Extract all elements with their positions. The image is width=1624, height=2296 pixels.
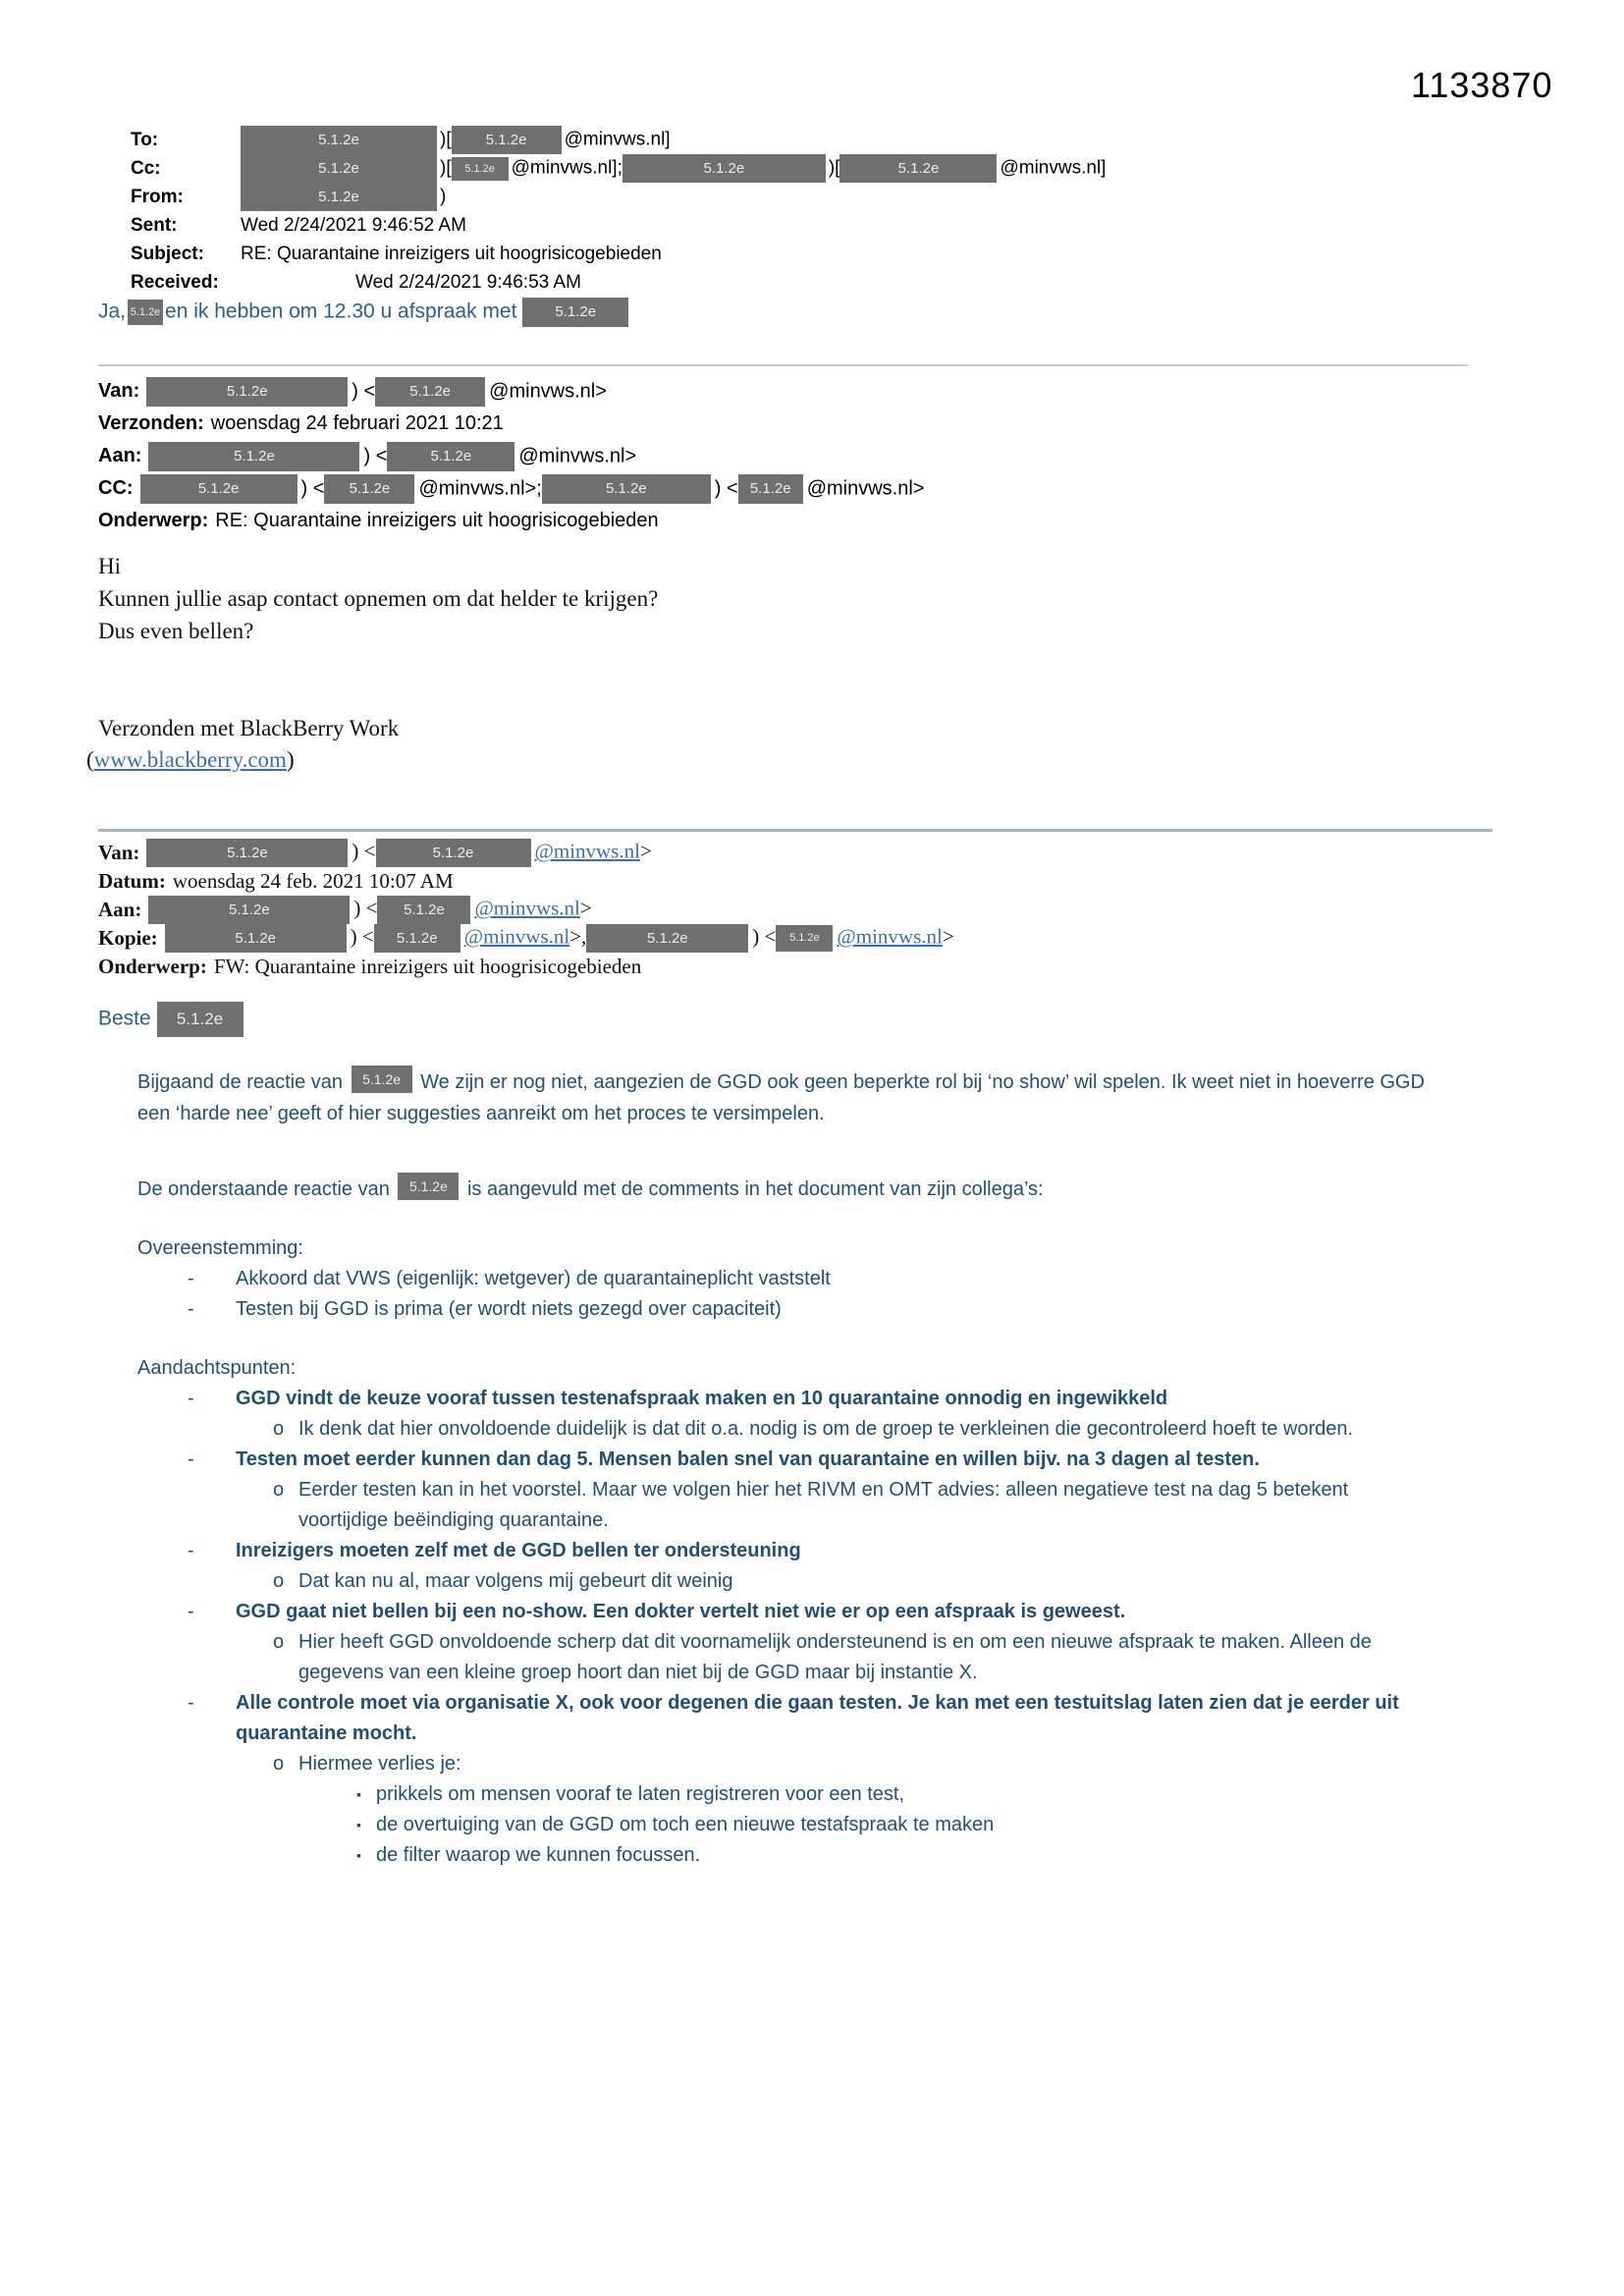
message-body bbox=[137, 1066, 1434, 1871]
header-row bbox=[131, 268, 1106, 297]
redaction-box: 5.1.2e bbox=[623, 154, 826, 183]
text-run: )[ bbox=[828, 157, 840, 179]
text-run: We zijn er nog niet, aangezien de GGD ook geen beperkte rol bij ‘no show’ wil spelen. Ik weet niet in hoeverre GGD een ‘harde nee’ geeft of hier suggesties aanreikt om het proces te versimpelen. bbox=[137, 1071, 1425, 1124]
header-row bbox=[131, 126, 1106, 154]
text-run: ) bbox=[440, 186, 447, 207]
redaction-box: 5.1.2e bbox=[452, 126, 562, 154]
bullet-marker: - bbox=[188, 1388, 194, 1409]
text-run: RE: Quarantaine inreizigers uit hoogrisicogebieden bbox=[241, 243, 662, 264]
signature-line: Verzonden met BlackBerry Work bbox=[98, 716, 400, 740]
list-item-text: Hiermee verlies je: bbox=[298, 1753, 461, 1775]
header-row bbox=[131, 240, 1106, 268]
message-line: Kunnen jullie asap contact opnemen om dat helder te krijgen? bbox=[98, 586, 659, 611]
redaction-box: 5.1.2e bbox=[387, 442, 514, 471]
bullet-marker: - bbox=[188, 1601, 194, 1622]
field-value bbox=[241, 183, 446, 211]
list-item-text: Ik denk dat hier onvoldoende duidelijk is dat dit o.a. nodig is om de groep te verkleinen die gecontroleerd hoeft te worden. bbox=[298, 1418, 1354, 1440]
quoted-message-body bbox=[86, 550, 659, 776]
redaction-box: 5.1.2e bbox=[241, 154, 437, 183]
quoted-header-block-1 bbox=[98, 375, 924, 537]
field-value bbox=[241, 126, 671, 154]
header-row bbox=[98, 924, 954, 953]
text-run: ) < bbox=[350, 924, 374, 949]
field-label: Aan: bbox=[98, 898, 142, 921]
text-run: )[ bbox=[440, 129, 452, 150]
text-run: De onderstaande reactie van bbox=[137, 1178, 396, 1200]
field-label: Sent: bbox=[131, 214, 178, 236]
field-label: Received: bbox=[131, 271, 219, 293]
list-item-text: Alle controle moet via organisatie X, ook voor degenen die gaan testen. Je kan met een testuitslag laten zien dat je eerder uit quarantaine mocht. bbox=[236, 1692, 1399, 1744]
field-value bbox=[214, 955, 641, 979]
redaction-box: 5.1.2e bbox=[128, 300, 163, 325]
header-row bbox=[131, 211, 1106, 240]
redaction-box: 5.1.2e bbox=[776, 925, 833, 952]
redaction-box: 5.1.2e bbox=[586, 924, 748, 953]
field-value bbox=[165, 924, 954, 953]
text-run: Ja, bbox=[98, 300, 127, 323]
list-item bbox=[356, 1779, 1434, 1810]
field-value bbox=[146, 839, 651, 867]
field-value bbox=[146, 377, 607, 407]
text-run: ) < bbox=[363, 444, 388, 466]
text-run: Bijgaand de reactie van bbox=[137, 1071, 349, 1093]
bullet-marker: - bbox=[188, 1692, 194, 1714]
field-label: CC: bbox=[98, 477, 134, 499]
field-label: Cc: bbox=[131, 157, 161, 179]
redaction-box: 5.1.2e bbox=[398, 1173, 459, 1200]
list-item-text: Testen bij GGD is prima (er wordt niets gezegd over capaciteit) bbox=[236, 1298, 782, 1320]
body-paragraph bbox=[137, 1173, 1434, 1205]
email-address-link[interactable]: @minvws.nl bbox=[474, 896, 580, 920]
separator-line bbox=[98, 364, 1468, 366]
header-row bbox=[98, 440, 924, 472]
list-item-text: Inreizigers moeten zelf met de GGD bellen ter ondersteuning bbox=[236, 1540, 801, 1561]
list-item bbox=[273, 1414, 1434, 1445]
message-line: Hi bbox=[98, 554, 121, 578]
field-value bbox=[241, 272, 581, 294]
field-label: Subject: bbox=[131, 243, 204, 264]
text-run: @minvws.nl] bbox=[1000, 157, 1107, 179]
redaction-box: 5.1.2e bbox=[452, 157, 509, 181]
text-run: ) < bbox=[352, 379, 376, 402]
redaction-box: 5.1.2e bbox=[375, 377, 485, 407]
bullet-marker: o bbox=[273, 1570, 285, 1592]
list-item-text: GGD vindt de keuze vooraf tussen testenafspraak maken en 10 quarantaine onnodig en ingewikkeld bbox=[236, 1388, 1168, 1409]
redaction-box: 5.1.2e bbox=[839, 154, 997, 183]
list-item bbox=[356, 1810, 1434, 1840]
redaction-box: 5.1.2e bbox=[148, 896, 350, 924]
list-item-text: Testen moet eerder kunnen dan dag 5. Mensen balen snel van quarantaine en willen bijv. na 3 dagen al testen. bbox=[236, 1449, 1260, 1470]
text-run: Wed 2/24/2021 9:46:53 AM bbox=[355, 271, 581, 293]
list-item bbox=[188, 1384, 1434, 1414]
redaction-box: 5.1.2e bbox=[374, 924, 460, 953]
text-run: ) < bbox=[300, 476, 325, 499]
field-label: Van: bbox=[98, 841, 140, 864]
redaction-box: 5.1.2e bbox=[146, 839, 348, 867]
bullet-marker: o bbox=[273, 1418, 285, 1440]
bullet-marker: o bbox=[273, 1753, 285, 1775]
header-row bbox=[98, 408, 924, 440]
list-item-text: de overtuiging van de GGD om toch een nieuwe testafspraak te maken bbox=[376, 1814, 995, 1835]
separator-line-blue bbox=[98, 829, 1492, 832]
body-paragraph bbox=[137, 1066, 1434, 1129]
text-run: woensdag 24 februari 2021 10:21 bbox=[210, 412, 504, 434]
text-run: ) < bbox=[714, 476, 738, 499]
text-run: @minvws.nl> bbox=[518, 444, 637, 466]
field-value bbox=[241, 154, 1106, 183]
bullet-marker: - bbox=[188, 1298, 194, 1320]
text-run: @minvws.nl> bbox=[489, 379, 607, 402]
redaction-box: 5.1.2e bbox=[241, 126, 437, 154]
email-header-block bbox=[131, 126, 1106, 297]
reply-note-line bbox=[98, 298, 632, 327]
section-heading: Overeenstemming: bbox=[137, 1237, 303, 1259]
document-id-number: 1133870 bbox=[1411, 65, 1553, 105]
redaction-box: 5.1.2e bbox=[146, 377, 348, 407]
list-item bbox=[188, 1536, 1434, 1566]
field-label: Kopie: bbox=[98, 926, 158, 950]
header-row bbox=[98, 953, 954, 981]
list-item-text: prikkels om mensen vooraf te laten registreren voor een test, bbox=[376, 1783, 905, 1805]
list-item bbox=[273, 1566, 1434, 1597]
text-run: en ik hebben om 12.30 u afspraak met bbox=[165, 300, 523, 323]
field-label: Datum: bbox=[98, 869, 166, 893]
header-row bbox=[98, 896, 954, 924]
field-value bbox=[215, 510, 658, 532]
redaction-box: 5.1.2e bbox=[377, 896, 470, 924]
header-row bbox=[98, 472, 924, 505]
bullet-marker: - bbox=[188, 1268, 194, 1289]
list-item bbox=[188, 1294, 1434, 1325]
text-run: FW: Quarantaine inreizigers uit hoogrisicogebieden bbox=[213, 955, 642, 978]
list-item bbox=[188, 1264, 1434, 1294]
field-label: To: bbox=[131, 129, 159, 150]
redaction-box: 5.1.2e bbox=[324, 474, 414, 504]
list-item bbox=[356, 1840, 1434, 1871]
signature-link-line bbox=[86, 744, 658, 776]
bullet-marker: - bbox=[188, 1449, 194, 1470]
bullet-marker: - bbox=[188, 1540, 194, 1561]
list-item-text: Hier heeft GGD onvoldoende scherp dat dit voornamelijk ondersteunend is en om een nieuwe afspraak te maken. Alleen de gegevens van een kleine groep hoort dan niet bij de GGD maar bij instantie X. bbox=[298, 1631, 1372, 1683]
text-run: @minvws.nl] bbox=[564, 129, 671, 150]
blackberry-link[interactable]: www.blackberry.com bbox=[93, 747, 287, 772]
text-run: >, bbox=[569, 924, 587, 949]
field-value bbox=[241, 215, 466, 237]
text-run: > bbox=[579, 896, 592, 920]
header-row bbox=[98, 867, 954, 896]
header-row bbox=[131, 183, 1106, 211]
field-label: Onderwerp: bbox=[98, 955, 207, 978]
list-item bbox=[273, 1627, 1434, 1688]
email-address-link[interactable]: @minvws.nl bbox=[463, 924, 570, 949]
redaction-box: 5.1.2e bbox=[148, 442, 359, 471]
text-run: ) bbox=[286, 747, 295, 772]
field-value bbox=[211, 412, 504, 435]
salutation-line bbox=[98, 1002, 247, 1037]
redaction-box: 5.1.2e bbox=[165, 924, 347, 953]
redaction-box: 5.1.2e bbox=[376, 839, 531, 867]
quoted-header-block-2 bbox=[98, 839, 954, 981]
section-heading: Aandachtspunten: bbox=[137, 1357, 297, 1379]
text-run: ) < bbox=[752, 924, 777, 949]
list-item bbox=[188, 1688, 1434, 1749]
body-section bbox=[137, 1233, 1434, 1325]
list-item bbox=[273, 1475, 1434, 1536]
list-item bbox=[273, 1749, 1434, 1779]
list-item bbox=[188, 1445, 1434, 1475]
bullet-marker: ▪ bbox=[356, 1817, 361, 1832]
field-label: From: bbox=[131, 186, 184, 207]
email-address-link[interactable]: @minvws.nl bbox=[534, 839, 640, 863]
redaction-box: 5.1.2e bbox=[522, 298, 628, 327]
list-item-text: Eerder testen kan in het voorstel. Maar we volgen hier het RIVM en OMT advies: alleen negatieve test na dag 5 betekent voortijdige beëindiging quarantaine. bbox=[298, 1479, 1349, 1531]
spacer bbox=[241, 282, 355, 283]
list-item bbox=[188, 1597, 1434, 1627]
header-row bbox=[131, 154, 1106, 183]
list-item-text: Akkoord dat VWS (eigenlijk: wetgever) de quarantaineplicht vaststelt bbox=[236, 1268, 831, 1289]
text-run: ( bbox=[86, 747, 94, 772]
field-value bbox=[241, 244, 662, 265]
list-item-text: Dat kan nu al, maar volgens mij gebeurt dit weinig bbox=[298, 1570, 733, 1592]
field-value bbox=[173, 869, 454, 894]
redaction-box: 5.1.2e bbox=[352, 1066, 412, 1093]
header-row bbox=[98, 839, 954, 867]
message-line: Dus even bellen? bbox=[98, 619, 254, 643]
text-run: RE: Quarantaine inreizigers uit hoogrisicogebieden bbox=[215, 510, 659, 531]
redaction-box: 5.1.2e bbox=[542, 474, 711, 504]
bullet-marker: ▪ bbox=[356, 1786, 361, 1802]
bullet-marker: o bbox=[273, 1479, 285, 1501]
body-section bbox=[137, 1353, 1434, 1871]
list-item-text: de filter waarop we kunnen focussen. bbox=[376, 1844, 701, 1866]
redaction-box: 5.1.2e bbox=[140, 474, 298, 504]
header-row bbox=[98, 505, 924, 537]
field-label: Onderwerp: bbox=[98, 510, 209, 531]
text-run: Beste bbox=[98, 1007, 157, 1030]
text-run: ) < bbox=[353, 896, 378, 920]
bullet-marker: o bbox=[273, 1631, 285, 1653]
header-row bbox=[98, 375, 924, 408]
field-label: Van: bbox=[98, 380, 140, 402]
text-run: @minvws.nl>; bbox=[418, 476, 542, 499]
field-value bbox=[140, 474, 925, 504]
email-address-link[interactable]: @minvws.nl bbox=[837, 924, 943, 949]
text-run: > bbox=[639, 839, 652, 863]
text-run: Wed 2/24/2021 9:46:52 AM bbox=[241, 214, 466, 236]
field-label: Verzonden: bbox=[98, 412, 204, 434]
redaction-box: 5.1.2e bbox=[738, 474, 803, 504]
redaction-box: 5.1.2e bbox=[157, 1002, 244, 1037]
text-run: woensdag 24 feb. 2021 10:07 AM bbox=[172, 869, 454, 893]
field-value bbox=[148, 896, 591, 924]
text-run: @minvws.nl> bbox=[806, 476, 925, 499]
text-run: is aangevuld met de comments in het document van zijn collega’s: bbox=[461, 1178, 1044, 1200]
field-label: Aan: bbox=[98, 445, 142, 466]
text-run: > bbox=[942, 924, 954, 949]
text-run: )[ bbox=[440, 157, 452, 179]
list-item-text: GGD gaat niet bellen bij een no-show. Een dokter vertelt niet wie er op een afspraak is geweest. bbox=[236, 1601, 1126, 1622]
text-run: @minvws.nl]; bbox=[511, 157, 623, 179]
field-value bbox=[148, 442, 636, 471]
redaction-box: 5.1.2e bbox=[241, 183, 437, 211]
bullet-marker: ▪ bbox=[356, 1847, 361, 1863]
text-run: ) < bbox=[352, 839, 376, 863]
